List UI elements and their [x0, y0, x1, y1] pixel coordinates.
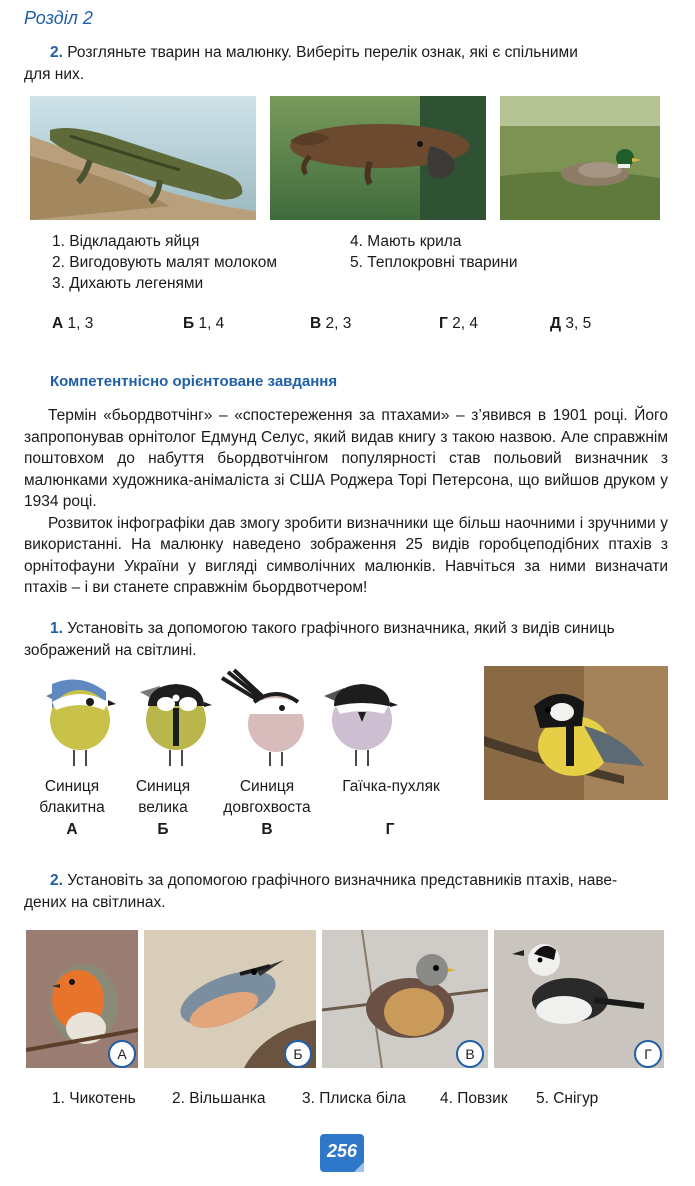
choice-item[interactable]: 1. Чикотень [52, 1090, 136, 1107]
choice-item[interactable]: 3. Плиска біла [302, 1090, 406, 1107]
answer-option-b[interactable]: Б 1, 4 [183, 315, 225, 332]
tit-label-d: Гаїчка-пухляк [342, 778, 440, 795]
tit-letter-c: В [261, 821, 273, 838]
tit-label-a: Синиця блакитна [39, 778, 105, 816]
answer-option-e[interactable]: Д 3, 5 [550, 315, 592, 332]
long-tailed-tit-icon [220, 668, 310, 773]
great-tit-photo [484, 666, 668, 800]
question-1-line1: Установіть за допомогою такого графічного визначника, який з видів синиць [67, 620, 615, 637]
question-2-text [24, 870, 672, 914]
list-item: 2. Вигодовують малят молоком [52, 254, 278, 271]
task-2-text [24, 42, 672, 86]
competence-text [24, 405, 668, 599]
features-list-right [350, 231, 518, 273]
task-2-line2: для них. [24, 66, 85, 83]
features-list-left [52, 231, 277, 294]
question-1-line2: зображений на світлині. [24, 642, 197, 659]
answer-option-a[interactable]: А 1, 3 [52, 315, 94, 332]
tit-letter-a: А [66, 821, 78, 838]
list-item: 3. Дихають легенями [52, 275, 204, 292]
page-number: 256 [326, 1141, 358, 1161]
tit-label-b: Синиця велика [135, 778, 191, 816]
section-title: Розділ 2 [24, 8, 93, 28]
tit-letter-d: Г [385, 821, 395, 838]
list-item: 1. Відкладають яйця [52, 233, 200, 250]
task-number: 2. [50, 44, 63, 61]
photo-badge-a: А [108, 1040, 136, 1068]
great-tit-icon [136, 672, 212, 773]
photo-badge-c: В [456, 1040, 484, 1068]
answer-option-d[interactable]: Г 2, 4 [439, 315, 478, 332]
competence-heading: Компетентнісно орієнтоване завдання [50, 373, 338, 390]
tit-letter-b: Б [157, 821, 169, 838]
question-2-line1: Установіть за допомогою графічного визначника представників птахів, наве- [67, 872, 618, 889]
platypus-photo [270, 96, 486, 220]
list-item: 5. Теплокровні тварини [350, 254, 518, 271]
answer-option-c[interactable]: В 2, 3 [310, 315, 352, 332]
photo-badge-b: Б [284, 1040, 312, 1068]
question-number: 1. [50, 620, 63, 637]
photo-badge-d: Г [634, 1040, 662, 1068]
willow-tit-icon [322, 672, 398, 773]
choice-item[interactable]: 2. Вільшанка [172, 1090, 266, 1107]
paragraph: Термін «бьордвотчінг» – «спостереження за птахами» – з’явився в 1901 році. Його запропонував орнітолог Едмунд Селус, який видав книгу з такою назвою. Але справжнім поштовхом до набуття бьордвотчінгом популярності став польовий визначник з малюнками художника-анімаліста зі США Роджера Торі Петерсона, що вийшов друком у 1934 році. [24, 407, 668, 510]
question-1-text [24, 618, 672, 662]
paragraph: Розвиток інфографіки дав змогу зробити визначники ще більш наочними і зручними у використанні. На малюнку наведено зображення 25 видів горобцеподібних птахів з орнітофауни України у вигляді символічних малюнків. Навчіться за ними визначати птахів – і ви станете справжнім бьордвотчером! [24, 514, 668, 596]
tit-label-c: Синиця довгохвоста [223, 778, 311, 816]
choice-item[interactable]: 5. Снігур [536, 1090, 599, 1107]
list-item: 4. Мають крила [350, 233, 462, 250]
crocodile-photo [30, 96, 256, 220]
task-2-line1: Розгляньте тварин на малюнку. Виберіть перелік ознак, які є спільними [67, 44, 578, 61]
question-2-line2: дених на світлинах. [24, 894, 166, 911]
question-number: 2. [50, 872, 63, 889]
page-number-badge [318, 1132, 368, 1176]
choice-item[interactable]: 4. Повзик [440, 1090, 508, 1107]
blue-tit-icon [40, 672, 116, 773]
duck-photo [500, 96, 660, 220]
